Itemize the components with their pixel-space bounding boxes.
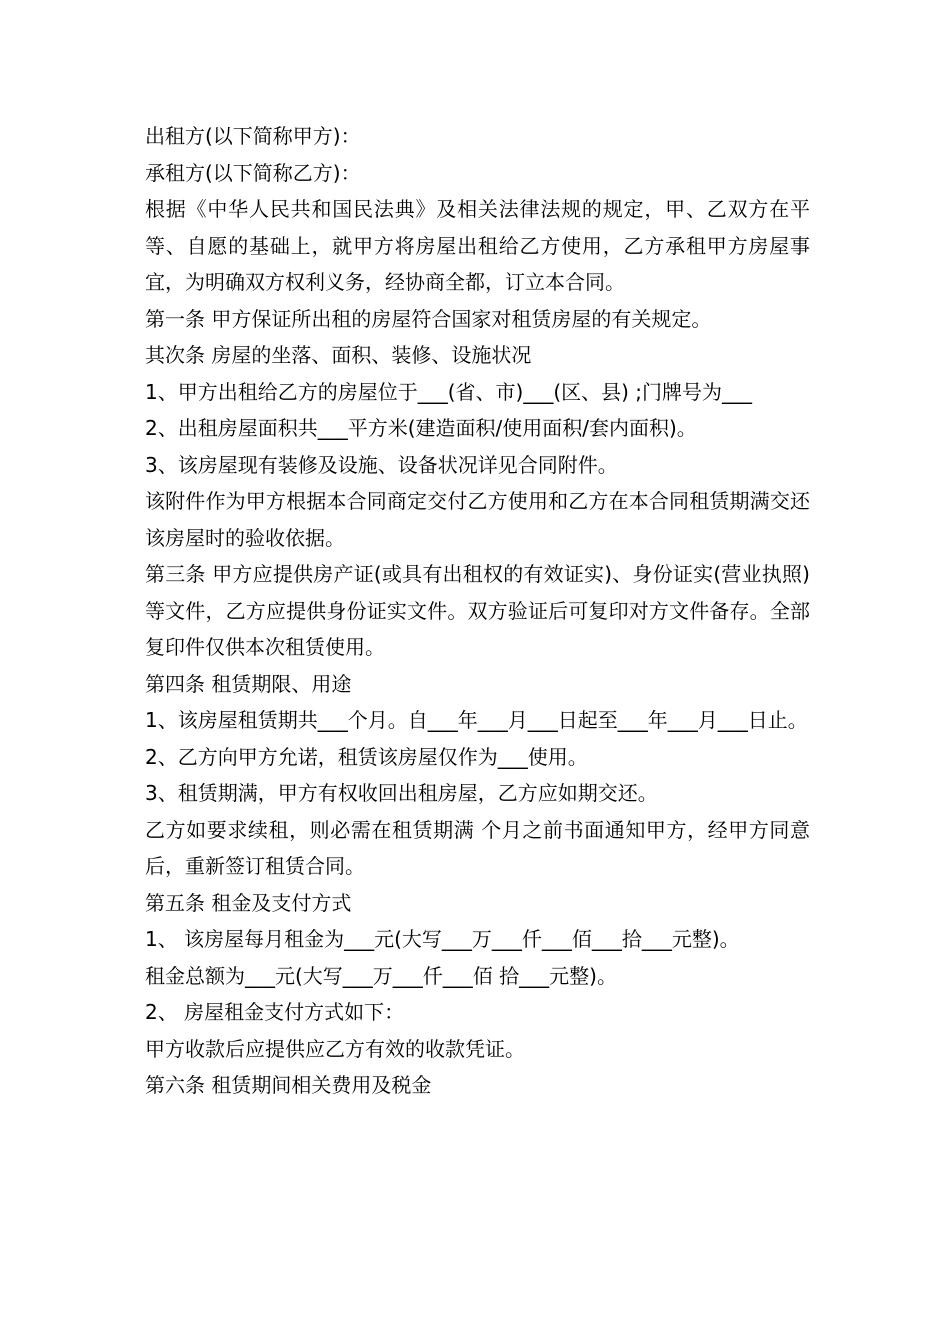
paragraph-article-4-item-3: 3、租赁期满，甲方有权收回出租房屋，乙方应如期交还。: [145, 781, 658, 805]
paragraph-lessee: 承租方(以下简称乙方)：: [145, 160, 361, 185]
paragraph-lessor: 出租方(以下简称甲方)：: [145, 124, 361, 148]
paragraph-article-5-item-2: 2、 房屋租金支付方式如下：: [145, 1000, 405, 1024]
contract-body: [145, 118, 810, 1104]
paragraph-article-6-heading: 第六条 租赁期间相关费用及税金: [145, 1073, 432, 1097]
paragraph-renewal: 乙方如要求续租，则必需在租赁期满 个月之前书面通知甲方，经甲方同意后，重新签订租赁合同。: [145, 817, 810, 878]
paragraph-article-5-heading: 第五条 租金及支付方式: [145, 890, 352, 915]
paragraph-preamble: 根据《中华人民共和国民法典》及相关法律法规的规定，甲、乙双方在平等、自愿的基础上，就甲方将房屋出租给乙方使用，乙方承租甲方房屋事宜，为明确双方权利义务，经协商全都，订立本合同。: [145, 197, 810, 294]
paragraph-article-1: 第一条 甲方保证所出租的房屋符合国家对租赁房屋的有关规定。: [145, 306, 712, 331]
paragraph-article-2-heading: 其次条 房屋的坐落、面积、装修、设施状况: [145, 343, 532, 367]
paragraph-total-rent: 租金总额为___元(大写___万___仟___佰 拾___元整)。: [145, 963, 617, 988]
paragraph-article-4-item-2: 2、乙方向甲方允诺，租赁该房屋仅作为___使用。: [145, 744, 588, 769]
paragraph-receipt: 甲方收款后应提供应乙方有效的收款凭证。: [145, 1036, 525, 1061]
paragraph-article-5-item-1: 1、 该房屋每月租金为___元(大写___万___仟___佰___拾___元整)。: [145, 927, 740, 951]
paragraph-attachment-note: 该附件作为甲方根据本合同商定交付乙方使用和乙方在本合同租赁期满交还该房屋时的验收依据。: [145, 489, 810, 550]
paragraph-article-2-item-1: 1、甲方出租给乙方的房屋位于___(省、市)___(区、县) ;门牌号为___: [145, 379, 753, 404]
paragraph-article-4-item-1: 1、该房屋租赁期共___个月。自___年___月___日起至___年___月___日止。: [145, 708, 808, 732]
paragraph-article-4-heading: 第四条 租赁期限、用途: [145, 671, 352, 696]
paragraph-article-2-item-2: 2、出租房屋面积共___平方米(建造面积/使用面积/套内面积)。: [145, 416, 697, 440]
paragraph-article-3: 第三条 甲方应提供房产证(或具有出租权的有效证实)、身份证实(营业执照)等文件，乙方应提供身份证实文件。双方验证后可复印对方文件备存。全部复印件仅供本次租赁使用。: [145, 562, 810, 659]
paragraph-article-2-item-3: 3、该房屋现有装修及设施、设备状况详见合同附件。: [145, 452, 618, 477]
